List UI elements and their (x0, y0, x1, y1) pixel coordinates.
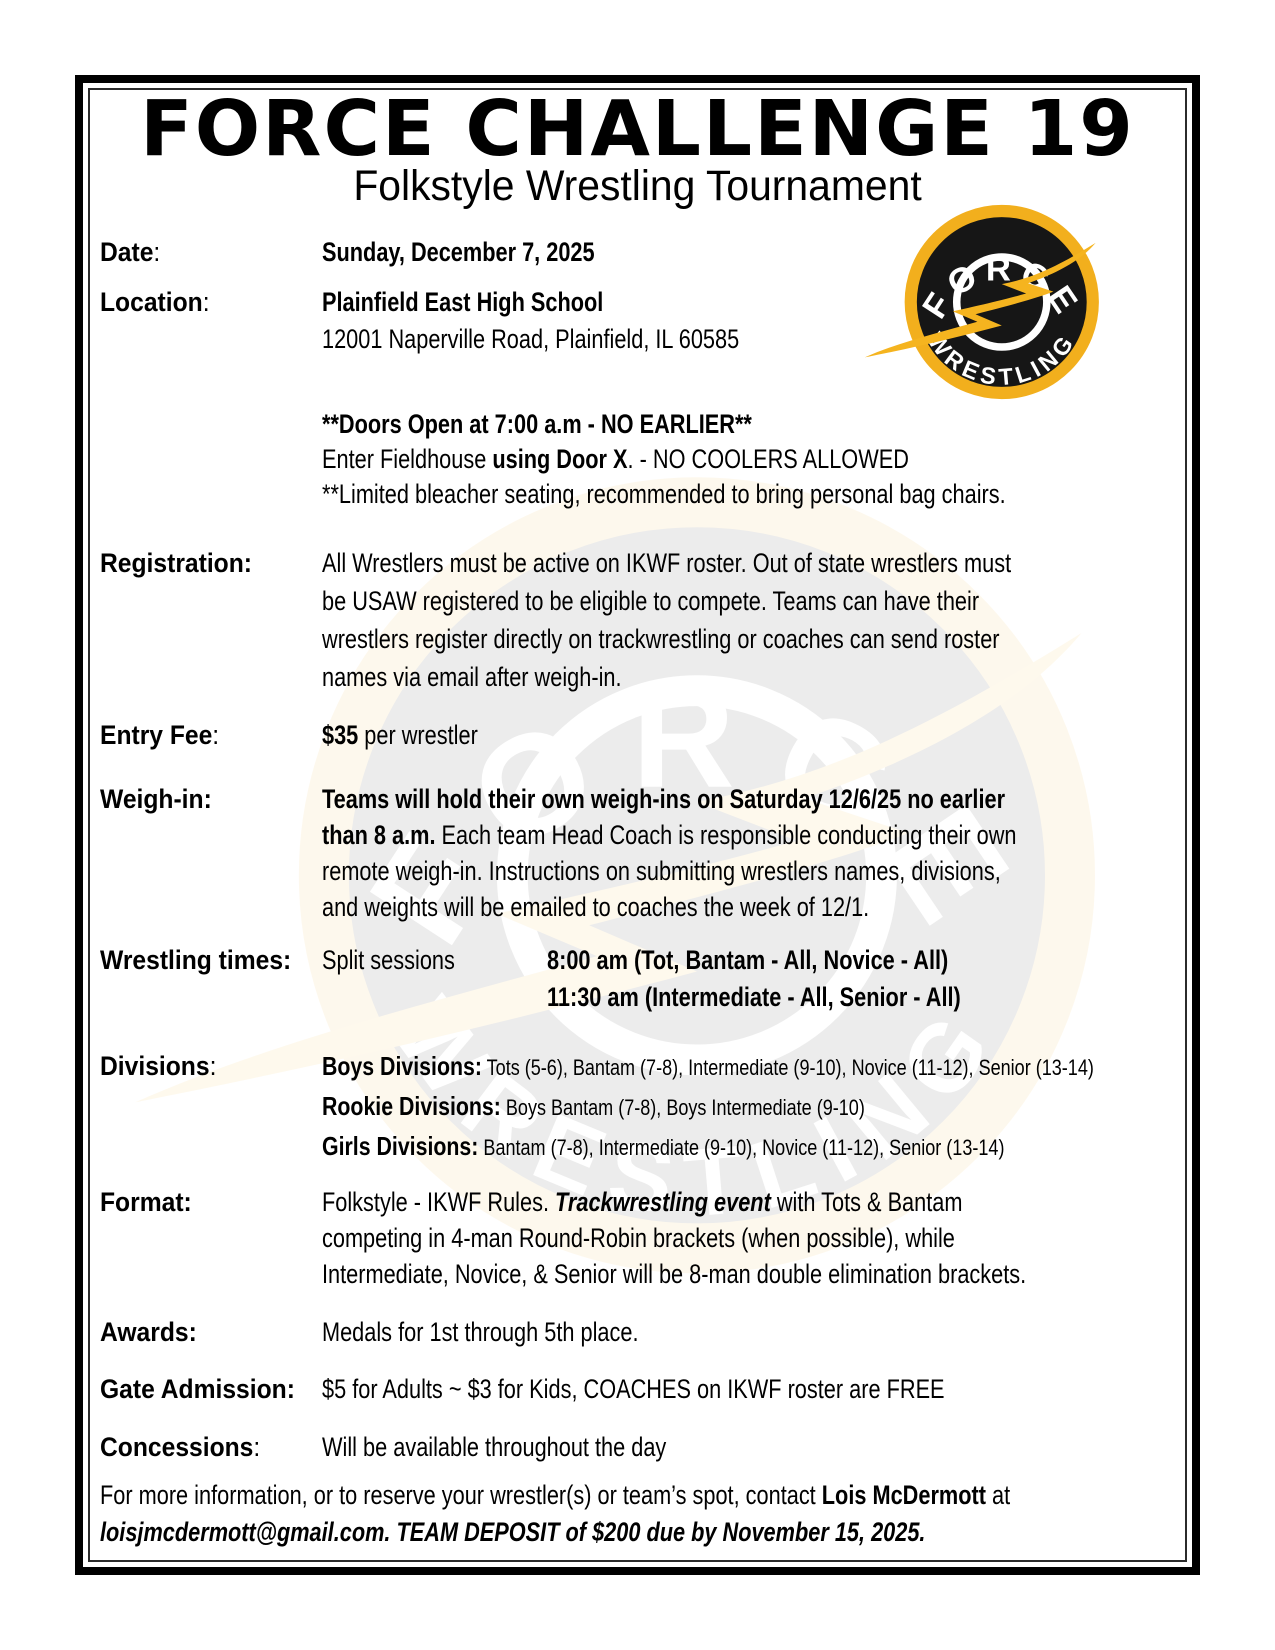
awards-label: Awards: (100, 1317, 197, 1347)
page-subtitle: Folkstyle Wrestling Tournament (353, 162, 922, 210)
entry-fee-value: $35 per wrestler (322, 720, 478, 750)
flyer-content (75, 75, 1200, 1575)
entry-fee-label: Entry Fee: (100, 720, 220, 750)
footer-note (100, 1477, 1194, 1551)
row-weigh-in (100, 781, 1194, 925)
row-format (100, 1184, 1194, 1292)
divisions-label: Divisions: (100, 1051, 217, 1081)
row-location (100, 284, 1194, 358)
row-wrestling-times (100, 942, 1194, 1022)
row-concessions (100, 1429, 1194, 1466)
gate-admission-label: Gate Admission: (100, 1374, 295, 1404)
session-time-2: 11:30 am (Intermediate - All, Senior - All) (547, 982, 961, 1012)
row-divisions (100, 1047, 1194, 1167)
doors-info-value: **Doors Open at 7:00 a.m - NO EARLIER** Enter Fieldhouse using Door X. - NO COOLERS ALLOWED **Limited bleacher seating, recommended to bring personal bag chairs. (322, 409, 1006, 509)
row-registration (100, 544, 1194, 696)
location-label: Location: (100, 287, 210, 317)
gate-admission-value: $5 for Adults ~ $3 for Kids, COACHES on IKWF roster are FREE (322, 1374, 945, 1404)
split-sessions: Split sessions (322, 945, 455, 975)
page-title: FORCE CHALLENGE 19 (140, 85, 1135, 174)
weigh-in-label: Weigh-in: (100, 784, 212, 814)
concessions-value: Will be available throughout the day (322, 1432, 667, 1462)
date-label: Date: (100, 237, 161, 267)
date-value: Sunday, December 7, 2025 (322, 237, 595, 267)
format-label: Format: (100, 1187, 192, 1217)
row-entry-fee (100, 717, 1194, 754)
footer-note-text: For more information, or to reserve your wrestler(s) or team’s spot, contact Lois McDermott at loisjmcdermott@gmail.com. TEAM DEPOSIT of $200 due by November 15, 2025. (100, 1480, 1011, 1547)
row-gate-admission (100, 1371, 1194, 1408)
row-doors-info (100, 407, 1194, 512)
session-time-1: 8:00 am (Tot, Bantam - All, Novice - All) (547, 945, 949, 975)
location-value: Plainfield East High School 12001 Naperville Road, Plainfield, IL 60585 (322, 287, 740, 354)
registration-label: Registration: (100, 548, 252, 578)
row-awards (100, 1314, 1194, 1351)
concessions-label: Concessions: (100, 1432, 261, 1462)
wrestling-times-label: Wrestling times: (100, 945, 292, 975)
divisions-value: Boys Divisions: Tots (5-6), Bantam (7-8), Intermediate (9-10), Novice (11-12), Senior (13-14) Rookie Divisions: Boys Bantam (7-8), Boys Intermediate (9-10) Girls Divisions: Bantam (7-8), Intermediate (9-10), Novice (11-12), Senior (13-14) (322, 1051, 1094, 1161)
row-date (100, 234, 1194, 271)
weigh-in-value: Teams will hold their own weigh-ins on Saturday 12/6/25 no earlier than 8 a.m. Each team Head Coach is responsible conducting their own remote weigh-in. Instructions on submitting wrestlers names, divisions, and weights will be emailed to coaches the week of 12/1. (322, 784, 1017, 922)
format-value: Folkstyle - IKWF Rules. Trackwrestling event with Tots & Bantam competing in 4-man Round-Robin brackets (when possible), while Intermediate, Novice, & Senior will be 8-man double elimination brackets. (322, 1187, 1027, 1289)
awards-value: Medals for 1st through 5th place. (322, 1317, 639, 1347)
registration-value: All Wrestlers must be active on IKWF roster. Out of state wrestlers must be USAW registered to be eligible to compete. Teams can have their wrestlers register directly on trackwrestling or coaches can send roster names via email after weigh-in. (322, 548, 1012, 692)
